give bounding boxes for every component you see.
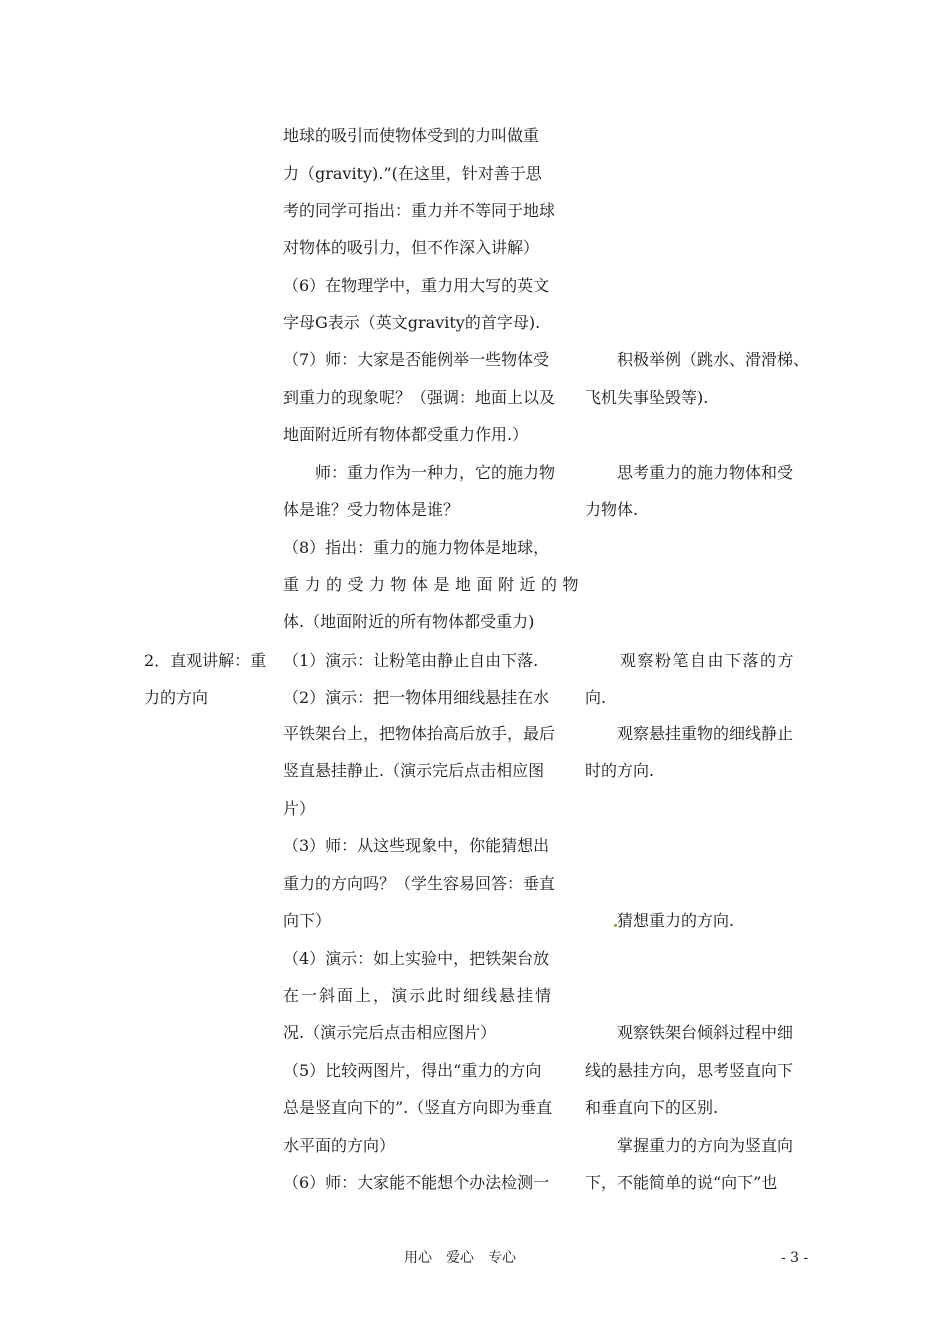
teacher-text-line: （8）指出：重力的施力物体是地球， <box>283 538 550 557</box>
student-text-line: 观察悬挂重物的细线静止 <box>585 724 794 743</box>
teacher-text-line: （6）师：大家能不能想个办法检测一 <box>283 1173 550 1192</box>
student-text-line: 掌握重力的方向为竖直向 <box>585 1136 794 1155</box>
teacher-text-line: 在一斜面上，演示此时细线悬挂情 <box>283 986 554 1005</box>
teacher-text-line: 竖直悬挂静止.（演示完后点击相应图 <box>283 761 545 780</box>
teacher-text-line: 重力的方向吗？（学生容易回答：垂直 <box>283 874 556 893</box>
teacher-text-line: 体是谁？受力物体是谁？ <box>283 500 460 519</box>
teacher-text-line: 向下） <box>283 911 332 930</box>
student-text-line: 积极举例（跳水、滑滑梯、 <box>585 350 810 369</box>
teacher-text-line: （1）演示：让粉笔由静止自由下落. <box>283 651 539 670</box>
student-text-line: 观察铁架台倾斜过程中细 <box>585 1023 794 1042</box>
teacher-text-line: 片） <box>283 799 316 818</box>
student-text-line: 时的方向. <box>585 761 655 780</box>
student-text-line: 飞机失事坠毁等). <box>585 388 709 407</box>
teacher-text-line: 师：重力作为一种力，它的施力物 <box>283 463 556 482</box>
teacher-text-line: 况.（演示完后点击相应图片） <box>283 1023 497 1042</box>
section-label: 力的方向 <box>144 688 209 707</box>
teacher-text-line: 对物体的吸引力，但不作深入讲解） <box>283 238 540 257</box>
student-text-line: 线的悬挂方向，思考竖直向下 <box>585 1061 794 1080</box>
teacher-text-line: （2）演示：把一物体用细线悬挂在水 <box>283 688 550 707</box>
footer-motto: 用心 爱心 专心 <box>404 1250 516 1266</box>
teacher-text-line: 重力的受力物体是地面附近的物 <box>283 575 585 594</box>
student-text-line: 思考重力的施力物体和受 <box>585 463 794 482</box>
student-text-line: 力物体. <box>585 500 639 519</box>
student-text-line: 下，不能简单的说“向下”也 <box>585 1173 778 1192</box>
teacher-text-line: 地面附近所有物体都受重力作用.） <box>283 425 529 444</box>
teacher-text-line: 考的同学可指出：重力并不等同于地球 <box>283 201 556 220</box>
teacher-text-line: （6）在物理学中，重力用大写的英文 <box>283 276 550 295</box>
teacher-text-line: （3）师：从这些现象中，你能猜想出 <box>283 836 550 855</box>
student-text-line: 和垂直向下的区别. <box>585 1098 719 1117</box>
teacher-text-line: 体.（地面附近的所有物体都受重力) <box>283 612 535 631</box>
teacher-text-line: 地球的吸引而使物体受到的力叫做重 <box>283 126 540 145</box>
teacher-text-line: 总是竖直向下的”.（竖直方向即为垂直 <box>283 1098 553 1117</box>
teacher-text-line: 力（gravity).”(在这里，针对善于思 <box>283 164 542 183</box>
teacher-text-line: 平铁架台上，把物体抬高后放手，最后 <box>283 724 556 743</box>
student-text-line: 猜想重力的方向. <box>585 911 735 930</box>
student-text-line: 向. <box>585 688 607 707</box>
teacher-text-line: （5）比较两图片，得出“重力的方向 <box>283 1061 542 1080</box>
student-text-line: 观察粉笔自由下落的方 <box>585 651 796 670</box>
teacher-text-line: （4）演示：如上实验中，把铁架台放 <box>283 949 550 968</box>
teacher-text-line: 到重力的现象呢？（强调：地面上以及 <box>283 388 556 407</box>
teacher-text-line: 字母G表示（英文gravity的首字母). <box>283 313 541 332</box>
section-label: 2．直观讲解：重 <box>144 651 267 670</box>
teacher-text-line: 水平面的方向） <box>283 1136 396 1155</box>
page-number: - 3 - <box>781 1250 809 1266</box>
teacher-text-line: （7）师：大家是否能例举一些物体受 <box>283 350 550 369</box>
